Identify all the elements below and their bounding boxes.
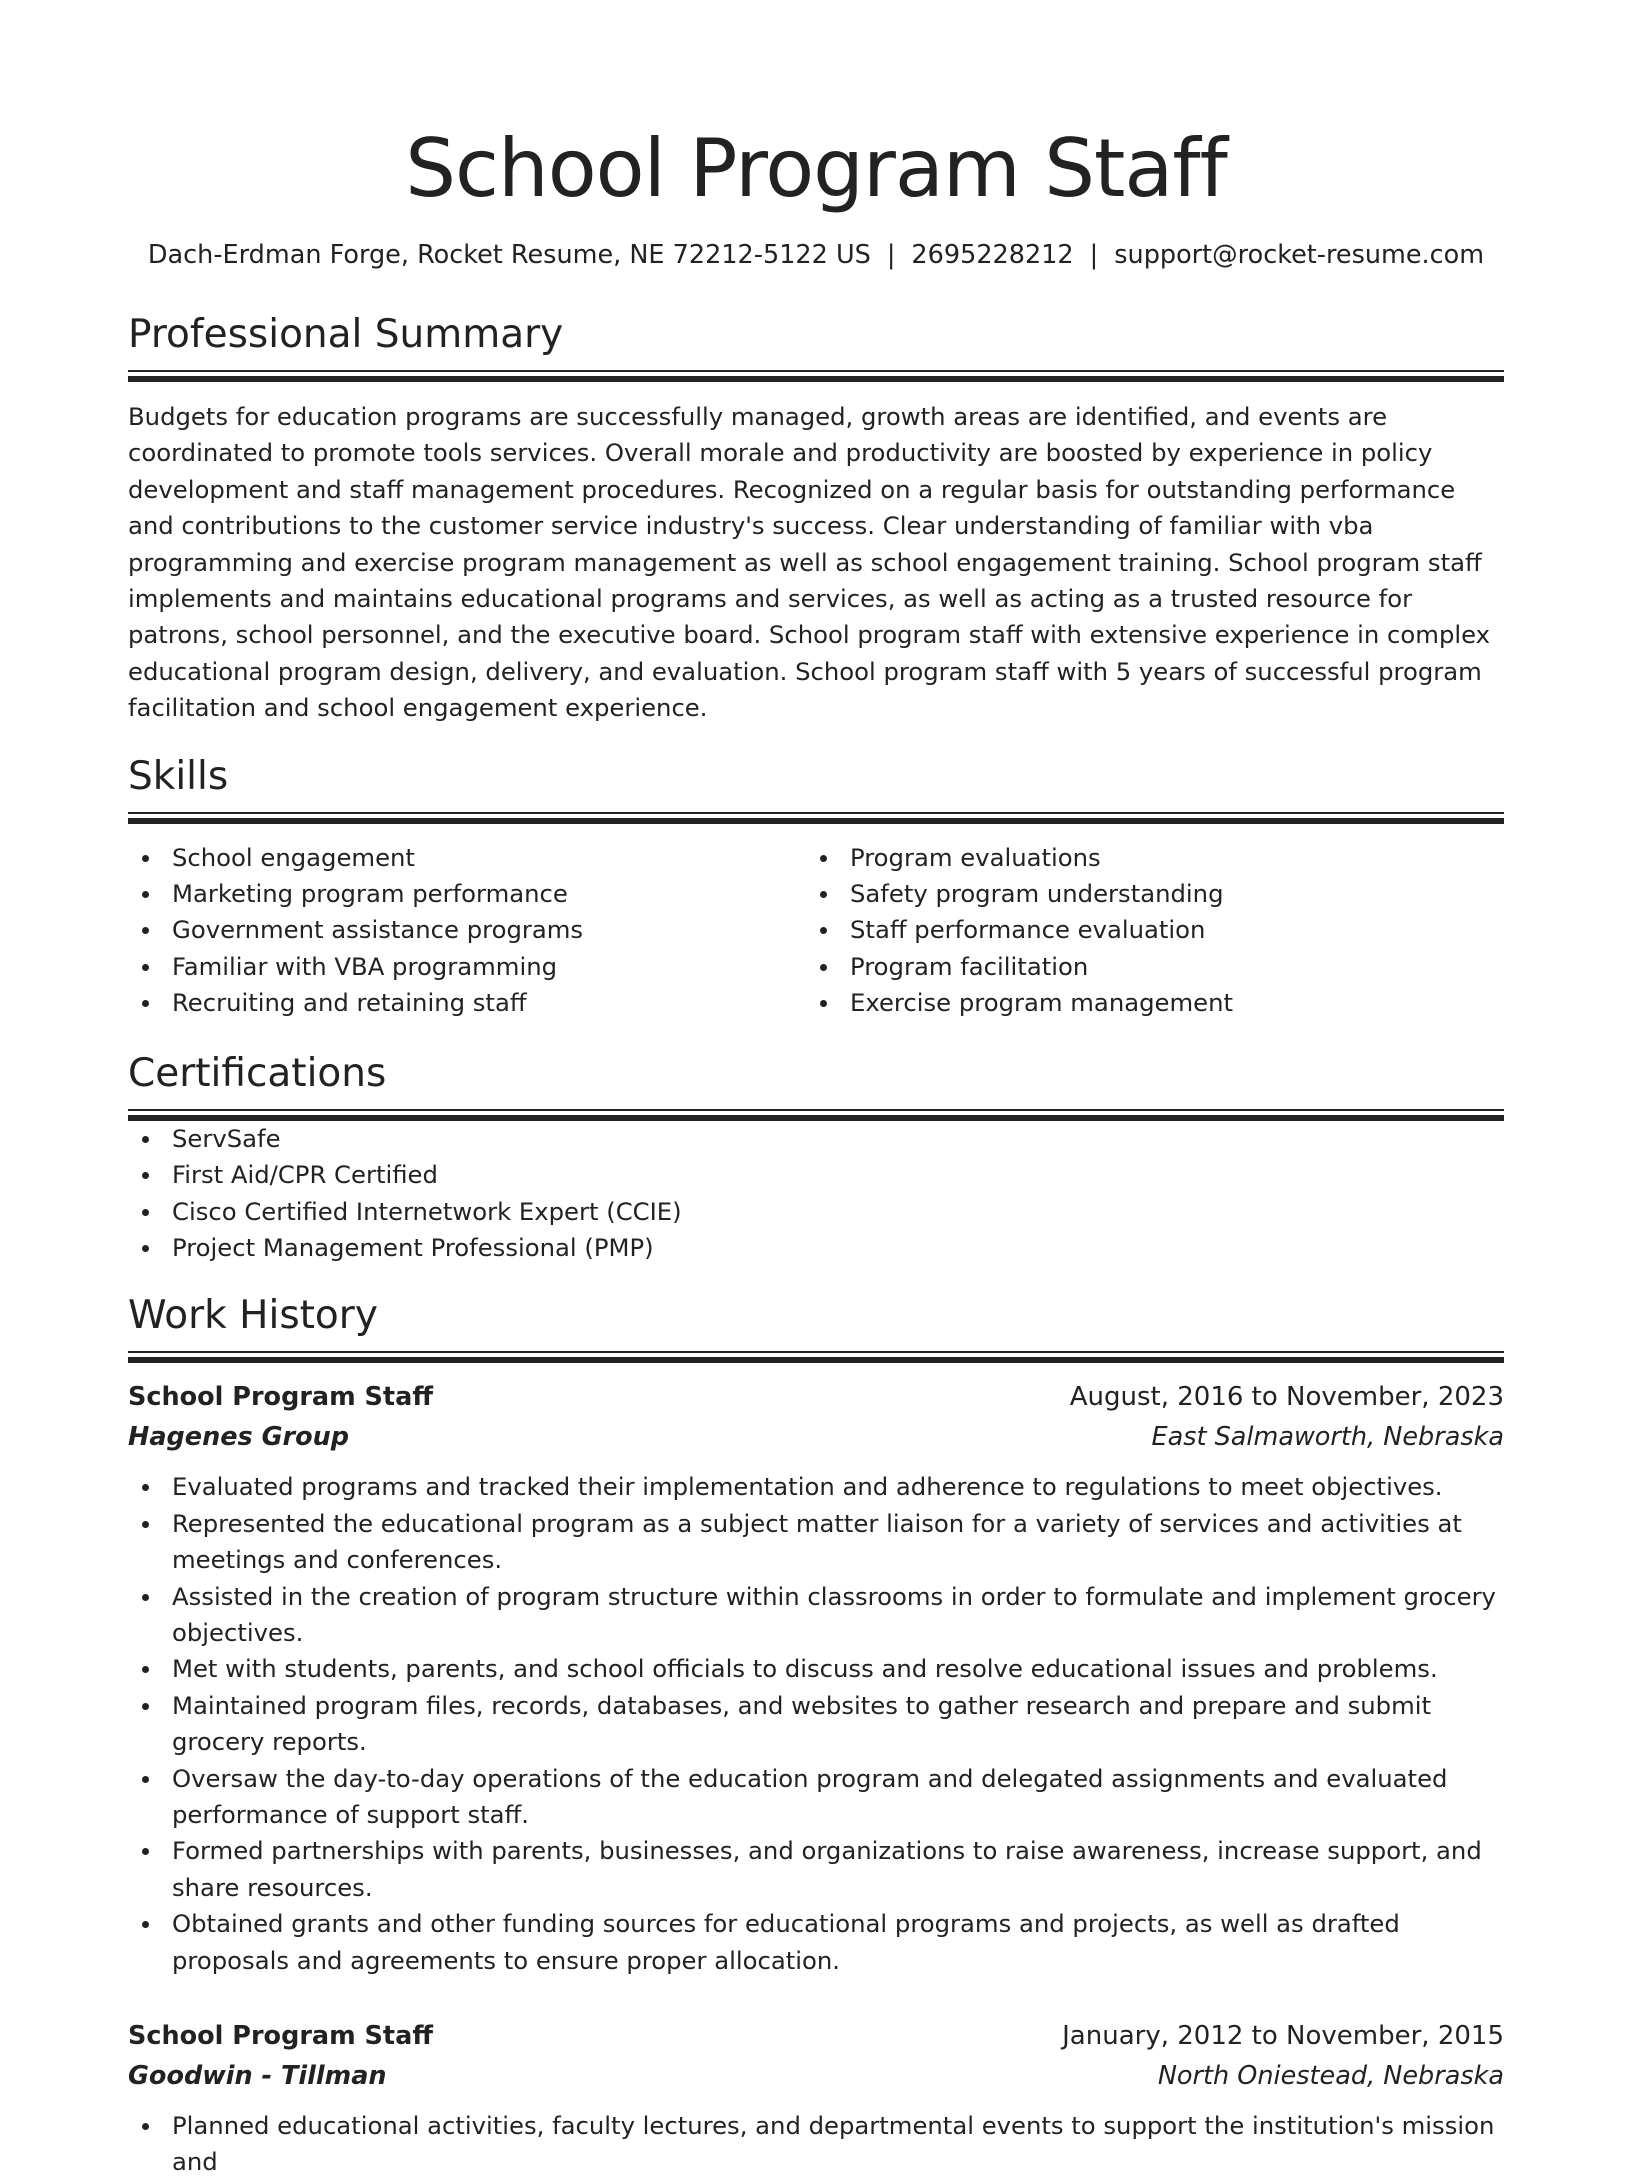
job-duty-item: Represented the educational program as a subject matter liaison for a variety of services and activities at meetings and conferences. [128, 1506, 1504, 1579]
skill-item: Program facilitation [806, 949, 1484, 985]
skill-item: School engagement [128, 840, 806, 876]
section-divider [128, 1351, 1504, 1363]
section-title: Work History [128, 1293, 378, 1339]
section-title: Certifications [128, 1050, 387, 1096]
certification-item: First Aid/CPR Certified [128, 1157, 1504, 1193]
job-duties-list [128, 1469, 1504, 1979]
contact-address: Dach-Erdman Forge, Rocket Resume, NE 72212-5122 US [147, 240, 871, 270]
section-title: Skills [128, 753, 229, 799]
professional-summary-section [128, 310, 1504, 727]
certifications-section [128, 1049, 1504, 1267]
job-company-row [128, 1417, 1504, 1457]
resume-content [128, 0, 1504, 2181]
section-divider [128, 370, 1504, 382]
job-company: Hagenes Group [128, 1422, 350, 1453]
skills-section [128, 752, 1504, 1022]
skills-grid [128, 840, 1504, 1022]
skill-item: Staff performance evaluation [806, 912, 1484, 948]
certification-item: Cisco Certified Internetwork Expert (CCIE) [128, 1194, 1504, 1230]
job-duty-item: Evaluated programs and tracked their implementation and adherence to regulations to meet objectives. [128, 1469, 1504, 1505]
section-title: Professional Summary [128, 312, 564, 357]
skills-list-right [806, 840, 1484, 1022]
job-header-row [128, 2016, 1504, 2056]
job-duty-item: Obtained grants and other funding sources for educational programs and projects, as well as drafted proposals and agreements to ensure proper allocation. [128, 1906, 1504, 1979]
skill-item: Recruiting and retaining staff [128, 985, 806, 1021]
skill-item: Marketing program performance [128, 876, 806, 912]
job-duty-item: Assisted in the creation of program structure within classrooms in order to formulate and implement grocery objectives. [128, 1579, 1504, 1652]
skills-list-left [128, 840, 806, 1022]
certification-item: ServSafe [128, 1121, 1504, 1157]
job-duty-item: Oversaw the day-to-day operations of the education program and delegated assignments and evaluated performance of support staff. [128, 1761, 1504, 1834]
section-divider [128, 812, 1504, 824]
job-title: School Program Staff [128, 1382, 433, 1413]
work-history-section [128, 1291, 1504, 2181]
job-entry [128, 2016, 1504, 2181]
job-duty-item: Formed partnerships with parents, businesses, and organizations to raise awareness, increase support, and share resources. [128, 1833, 1504, 1906]
job-duty-item: Maintained program files, records, databases, and websites to gather research and prepare and submit grocery reports. [128, 1688, 1504, 1761]
job-header-row [128, 1377, 1504, 1417]
contact-line [128, 238, 1504, 272]
job-entry [128, 1377, 1504, 1979]
contact-phone: 2695228212 [911, 240, 1074, 270]
job-company: Goodwin - Tillman [128, 2061, 387, 2091]
job-dates: August, 2016 to November, 2023 [1069, 1382, 1504, 1413]
certifications-list [128, 1121, 1504, 1267]
contact-email: support@rocket-resume.com [1114, 240, 1485, 270]
contact-separator: | [1089, 240, 1099, 270]
job-location: East Salmaworth, Nebraska [1151, 1422, 1504, 1453]
skill-item: Familiar with VBA programming [128, 949, 806, 985]
skill-item: Safety program understanding [806, 876, 1484, 912]
job-duty-item: Planned educational activities, faculty lectures, and departmental events to support the institution's mission and [128, 2108, 1504, 2181]
job-title: School Program Staff [128, 2021, 433, 2051]
section-divider [128, 1109, 1504, 1121]
job-dates: January, 2012 to November, 2015 [1062, 2021, 1504, 2051]
skill-item: Exercise program management [806, 985, 1484, 1021]
job-location: North Oniestead, Nebraska [1157, 2061, 1504, 2091]
job-duty-item: Met with students, parents, and school officials to discuss and resolve educational issues and problems. [128, 1651, 1504, 1687]
job-duties-list [128, 2108, 1504, 2181]
contact-separator: | [886, 240, 896, 270]
job-company-row [128, 2056, 1504, 2096]
summary-text: Budgets for education programs are successfully managed, growth areas are identified, and events are coordinated to promote tools services. Overall morale and productivity are boosted by experience in policy development and staff management procedures. Recognized on a regular basis for outstanding performance and contributions to the customer service industry's success. Clear understanding of familiar with vba programming and exercise program management as well as school engagement training. School program staff implements and maintains educational programs and services, as well as acting as a trusted resource for patrons, school personnel, and the executive board. School program staff with extensive experience in complex educational program design, delivery, and evaluation. School program staff with 5 years of successful program facilitation and school engagement experience. [128, 402, 1491, 723]
candidate-name: School Program Staff [405, 122, 1227, 215]
skill-item: Program evaluations [806, 840, 1484, 876]
skill-item: Government assistance programs [128, 912, 806, 948]
certification-item: Project Management Professional (PMP) [128, 1230, 1504, 1266]
